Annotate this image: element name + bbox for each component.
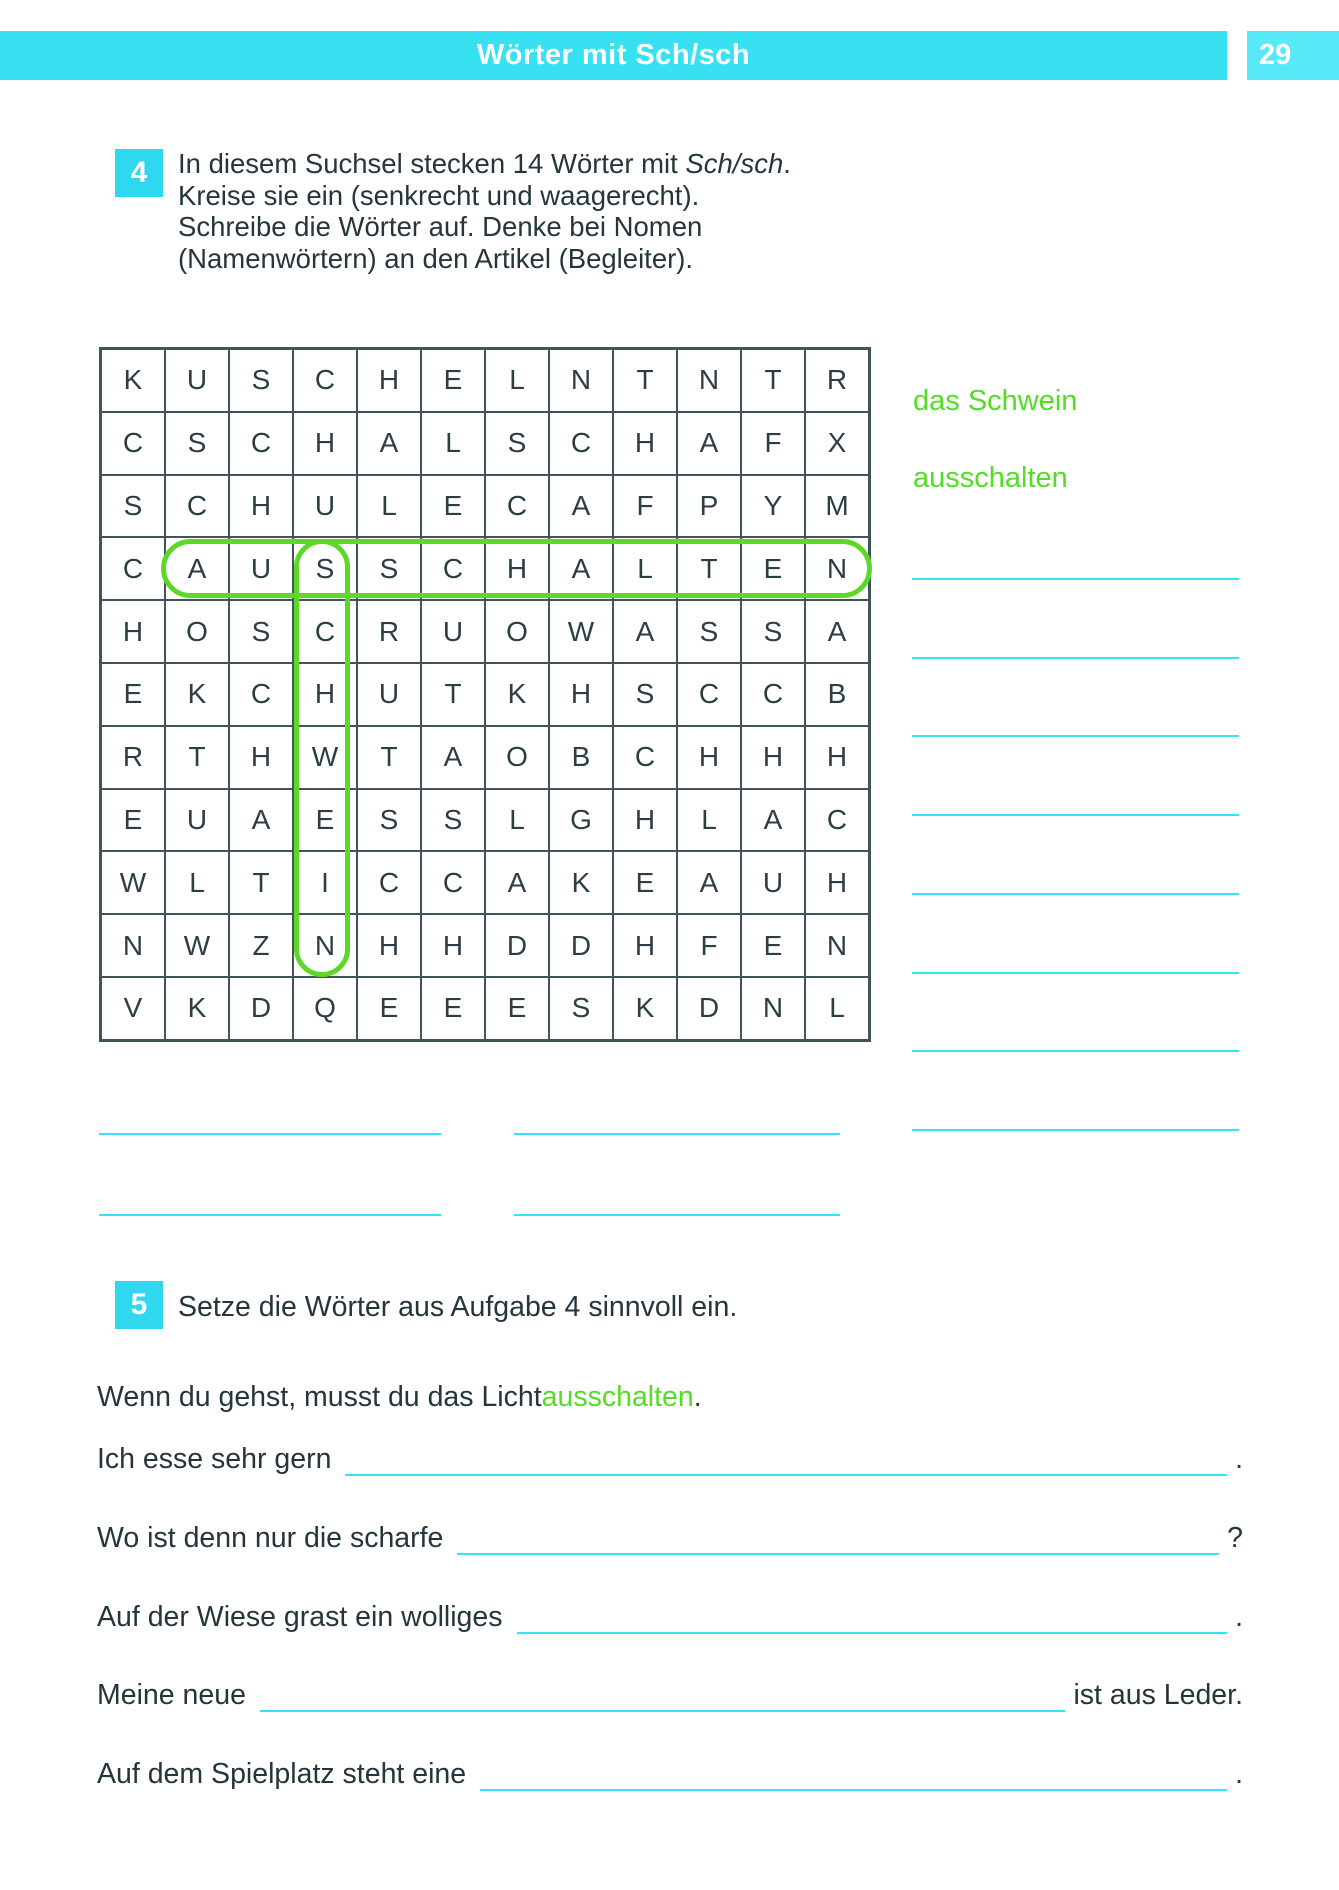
- grid-cell[interactable]: H: [613, 412, 677, 475]
- written-answer-ausschalten: ausschalten: [913, 462, 1068, 494]
- grid-cell[interactable]: T: [677, 537, 741, 600]
- grid-cell[interactable]: T: [741, 349, 805, 412]
- fill-in-sentence: [97, 1679, 1243, 1712]
- grid-cell[interactable]: S: [229, 600, 293, 663]
- grid-cell[interactable]: S: [357, 789, 421, 852]
- grid-cell[interactable]: W: [549, 600, 613, 663]
- fill-in-blank[interactable]: [457, 1553, 1219, 1555]
- grid-cell[interactable]: S: [485, 412, 549, 475]
- grid-cell[interactable]: K: [165, 663, 229, 726]
- sentence-answer: ausschalten: [541, 1381, 694, 1413]
- grid-cell[interactable]: S: [421, 789, 485, 852]
- grid-cell[interactable]: C: [229, 412, 293, 475]
- grid-cell[interactable]: E: [421, 977, 485, 1040]
- grid-cell[interactable]: O: [485, 600, 549, 663]
- grid-cell[interactable]: E: [421, 475, 485, 538]
- page-number: 29: [1259, 39, 1292, 71]
- grid-cell[interactable]: B: [805, 663, 869, 726]
- grid-cell[interactable]: U: [165, 349, 229, 412]
- grid-cell[interactable]: E: [741, 914, 805, 977]
- grid-cell[interactable]: H: [741, 726, 805, 789]
- grid-cell[interactable]: M: [805, 475, 869, 538]
- grid-cell[interactable]: N: [805, 914, 869, 977]
- grid-cell[interactable]: E: [485, 977, 549, 1040]
- grid-cell[interactable]: L: [165, 851, 229, 914]
- answer-line[interactable]: [99, 1133, 441, 1135]
- grid-cell[interactable]: H: [805, 726, 869, 789]
- grid-cell[interactable]: C: [613, 726, 677, 789]
- task4-instruction-line4: (Namenwörtern) an den Artikel (Begleiter).: [178, 242, 694, 274]
- task5-number-badge: 5: [115, 1281, 163, 1329]
- grid-cell[interactable]: H: [229, 726, 293, 789]
- grid-cell[interactable]: C: [549, 412, 613, 475]
- grid-cell[interactable]: N: [805, 537, 869, 600]
- answer-line[interactable]: [912, 1050, 1239, 1052]
- grid-cell[interactable]: S: [101, 475, 165, 538]
- grid-cell[interactable]: S: [293, 537, 357, 600]
- grid-cell[interactable]: Q: [293, 977, 357, 1040]
- grid-cell[interactable]: C: [421, 851, 485, 914]
- sentence-before: Meine neue: [97, 1679, 246, 1711]
- fill-in-sentence: [97, 1443, 1243, 1476]
- grid-cell[interactable]: V: [101, 977, 165, 1040]
- grid-cell[interactable]: T: [165, 726, 229, 789]
- sch-sch-italic: Sch/sch: [685, 148, 784, 179]
- written-answer-das-schwein: das Schwein: [913, 385, 1078, 417]
- grid-cell[interactable]: L: [613, 537, 677, 600]
- grid-cell[interactable]: L: [485, 789, 549, 852]
- grid-cell[interactable]: N: [741, 977, 805, 1040]
- grid-cell[interactable]: H: [293, 663, 357, 726]
- grid-cell[interactable]: U: [421, 600, 485, 663]
- grid-cell[interactable]: T: [229, 851, 293, 914]
- grid-cell[interactable]: A: [549, 475, 613, 538]
- grid-cell[interactable]: L: [805, 977, 869, 1040]
- grid-cell[interactable]: F: [677, 914, 741, 977]
- grid-cell[interactable]: E: [613, 851, 677, 914]
- task4-instruction-line2: Kreise sie ein (senkrecht und waagerecht).: [178, 179, 700, 211]
- grid-cell[interactable]: W: [293, 726, 357, 789]
- grid-cell[interactable]: A: [741, 789, 805, 852]
- grid-cell[interactable]: A: [677, 851, 741, 914]
- grid-cell[interactable]: A: [613, 600, 677, 663]
- grid-cell[interactable]: L: [677, 789, 741, 852]
- grid-cell[interactable]: H: [613, 914, 677, 977]
- grid-cell[interactable]: I: [293, 851, 357, 914]
- grid-cell[interactable]: E: [293, 789, 357, 852]
- grid-cell[interactable]: H: [421, 914, 485, 977]
- grid-cell[interactable]: H: [101, 600, 165, 663]
- grid-cell[interactable]: R: [357, 600, 421, 663]
- sentence-before: Ich esse sehr gern: [97, 1443, 332, 1475]
- grid-cell[interactable]: H: [229, 475, 293, 538]
- fill-in-blank[interactable]: [260, 1710, 1066, 1712]
- grid-cell[interactable]: O: [165, 600, 229, 663]
- grid-cell[interactable]: A: [549, 537, 613, 600]
- answer-line[interactable]: [514, 1214, 840, 1216]
- grid-cell[interactable]: U: [741, 851, 805, 914]
- answer-line[interactable]: [514, 1133, 840, 1135]
- grid-cell[interactable]: H: [677, 726, 741, 789]
- grid-cell[interactable]: C: [101, 537, 165, 600]
- grid-cell[interactable]: C: [357, 851, 421, 914]
- answer-line[interactable]: [912, 578, 1239, 580]
- grid-cell[interactable]: C: [677, 663, 741, 726]
- answer-line[interactable]: [99, 1214, 441, 1216]
- answer-line[interactable]: [912, 1129, 1239, 1131]
- grid-cell[interactable]: F: [741, 412, 805, 475]
- grid-cell[interactable]: U: [229, 537, 293, 600]
- grid-cell[interactable]: W: [165, 914, 229, 977]
- fill-in-blank[interactable]: [517, 1632, 1228, 1634]
- sentence-before: Wenn du gehst, musst du das Licht: [97, 1381, 542, 1413]
- grid-cell[interactable]: S: [613, 663, 677, 726]
- fill-in-blank[interactable]: [480, 1789, 1227, 1791]
- fill-in-sentence: [97, 1522, 1243, 1555]
- grid-cell[interactable]: U: [357, 663, 421, 726]
- grid-cell[interactable]: S: [357, 537, 421, 600]
- grid-cell[interactable]: N: [677, 349, 741, 412]
- grid-cell[interactable]: A: [165, 537, 229, 600]
- word-search-grid: [99, 347, 871, 1042]
- task4-instruction: [178, 148, 938, 274]
- grid-cell[interactable]: G: [549, 789, 613, 852]
- grid-cell[interactable]: S: [677, 600, 741, 663]
- grid-cell[interactable]: W: [101, 851, 165, 914]
- sentence-after: .: [693, 1381, 702, 1413]
- grid-cell[interactable]: N: [549, 349, 613, 412]
- answer-line[interactable]: [912, 735, 1239, 737]
- grid-cell[interactable]: C: [165, 475, 229, 538]
- sentence-after: .: [1235, 1601, 1243, 1633]
- grid-cell[interactable]: O: [485, 726, 549, 789]
- grid-cell[interactable]: C: [485, 475, 549, 538]
- grid-cell[interactable]: K: [549, 851, 613, 914]
- sentence-example: [97, 1381, 1243, 1414]
- sentence-after: .: [1235, 1758, 1243, 1790]
- grid-cell[interactable]: H: [357, 914, 421, 977]
- grid-cell[interactable]: D: [229, 977, 293, 1040]
- grid-cell[interactable]: S: [165, 412, 229, 475]
- grid-cell[interactable]: U: [165, 789, 229, 852]
- grid-cell[interactable]: H: [613, 789, 677, 852]
- grid-cell[interactable]: R: [101, 726, 165, 789]
- fill-in-sentence: [97, 1601, 1243, 1634]
- grid-cell[interactable]: T: [357, 726, 421, 789]
- grid-cell[interactable]: S: [549, 977, 613, 1040]
- answer-line[interactable]: [912, 972, 1239, 974]
- grid-cell[interactable]: Y: [741, 475, 805, 538]
- sentence-before: Auf dem Spielplatz steht eine: [97, 1758, 467, 1790]
- task4-instruction-line3: Schreibe die Wörter auf. Denke bei Nomen: [178, 211, 703, 242]
- grid-cell[interactable]: T: [421, 663, 485, 726]
- grid-cell[interactable]: S: [229, 349, 293, 412]
- grid-cell[interactable]: H: [357, 349, 421, 412]
- grid-cell[interactable]: A: [357, 412, 421, 475]
- grid-cell[interactable]: E: [357, 977, 421, 1040]
- grid-cell[interactable]: H: [293, 412, 357, 475]
- grid-cell[interactable]: B: [549, 726, 613, 789]
- grid-cell[interactable]: A: [421, 726, 485, 789]
- task5-instruction: Setze die Wörter aus Aufgabe 4 sinnvoll ein.: [178, 1291, 738, 1323]
- grid-cell[interactable]: C: [101, 412, 165, 475]
- grid-cell[interactable]: U: [293, 475, 357, 538]
- page-number-box: [1247, 31, 1339, 80]
- grid-cell[interactable]: L: [485, 349, 549, 412]
- grid-cell[interactable]: T: [613, 349, 677, 412]
- grid-cell[interactable]: C: [293, 600, 357, 663]
- grid-cell[interactable]: N: [293, 914, 357, 977]
- fill-in-blank[interactable]: [345, 1474, 1227, 1476]
- sentence-before: Wo ist denn nur die scharfe: [97, 1522, 444, 1554]
- page-title: Wörter mit Sch/sch: [476, 39, 751, 71]
- grid-cell[interactable]: C: [421, 537, 485, 600]
- task4-number-badge: 4: [115, 149, 163, 197]
- grid-cell[interactable]: A: [677, 412, 741, 475]
- grid-cell[interactable]: N: [101, 914, 165, 977]
- grid-cell[interactable]: D: [549, 914, 613, 977]
- grid-cell[interactable]: E: [101, 663, 165, 726]
- grid-cell[interactable]: E: [741, 537, 805, 600]
- grid-cell[interactable]: K: [101, 349, 165, 412]
- task4-instruction-line1: In diesem Suchsel stecken 14 Wörter mit Sch/sch.: [178, 148, 791, 179]
- grid-cell[interactable]: L: [421, 412, 485, 475]
- grid-cell[interactable]: C: [229, 663, 293, 726]
- grid-cell[interactable]: C: [293, 349, 357, 412]
- grid-cell[interactable]: A: [805, 600, 869, 663]
- answer-line[interactable]: [912, 893, 1239, 895]
- grid-cell[interactable]: A: [229, 789, 293, 852]
- grid-cell[interactable]: E: [101, 789, 165, 852]
- grid-cell[interactable]: H: [805, 851, 869, 914]
- sentence-after: ist aus Leder.: [1073, 1679, 1243, 1711]
- grid-cell[interactable]: Z: [229, 914, 293, 977]
- sentence-after: .: [1235, 1443, 1243, 1475]
- sentence-after: ?: [1227, 1522, 1243, 1554]
- grid-cell[interactable]: E: [421, 349, 485, 412]
- grid-cell[interactable]: H: [549, 663, 613, 726]
- grid-cell[interactable]: S: [741, 600, 805, 663]
- grid-cell[interactable]: X: [805, 412, 869, 475]
- grid-cell[interactable]: F: [613, 475, 677, 538]
- sentence-before: Auf der Wiese grast ein wolliges: [97, 1601, 503, 1633]
- grid-cell[interactable]: P: [677, 475, 741, 538]
- grid-cell[interactable]: K: [165, 977, 229, 1040]
- grid-cell[interactable]: K: [613, 977, 677, 1040]
- grid-cell[interactable]: C: [805, 789, 869, 852]
- header-bar: [0, 31, 1227, 80]
- answer-line[interactable]: [912, 814, 1239, 816]
- answer-line[interactable]: [912, 657, 1239, 659]
- grid-cell[interactable]: H: [485, 537, 549, 600]
- fill-in-sentence: [97, 1758, 1243, 1791]
- grid-cell[interactable]: D: [677, 977, 741, 1040]
- grid-cell[interactable]: R: [805, 349, 869, 412]
- grid-cell[interactable]: D: [485, 914, 549, 977]
- grid-cell[interactable]: K: [485, 663, 549, 726]
- grid-cell[interactable]: L: [357, 475, 421, 538]
- grid-cell[interactable]: A: [485, 851, 549, 914]
- grid-cell[interactable]: C: [741, 663, 805, 726]
